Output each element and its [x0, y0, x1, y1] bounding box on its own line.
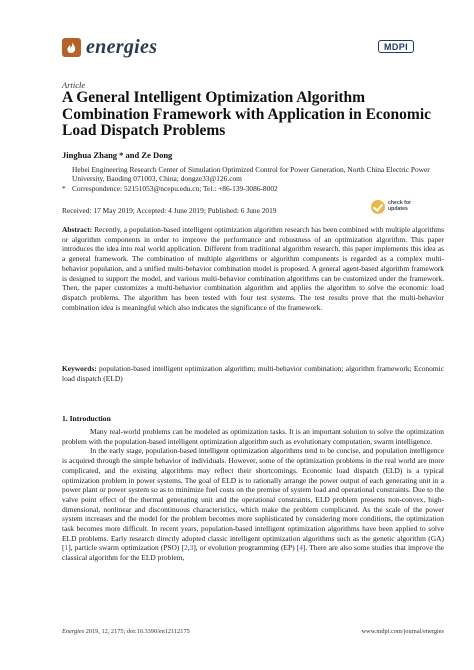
publication-dates: Received: 17 May 2019; Accepted: 4 June 2019; Published: 6 June 2019	[62, 206, 277, 215]
footer-url[interactable]: www.mdpi.com/journal/energies	[361, 628, 444, 635]
journal-name: energies	[86, 36, 158, 58]
affiliation-text: Hebei Engineering Research Center of Simulation Optimized Control for Power Generation, North China Electric Power University, Baoding 071003, China; dongze33@126.com	[72, 165, 430, 184]
citation-link[interactable]: 1	[64, 543, 69, 553]
mdpi-logo	[378, 40, 414, 53]
keywords	[62, 364, 444, 383]
author-list: Jinghua Zhang * and Ze Dong	[62, 150, 173, 160]
abstract	[62, 225, 444, 312]
check-updates-line1: check for	[388, 200, 412, 207]
abstract-label: Abstract:	[62, 225, 93, 234]
keywords-label: Keywords:	[62, 364, 97, 373]
affiliation-1	[62, 165, 442, 184]
abstract-text: Recently, a population-based intelligent optimization algorithm research has been combined with multiple algorithms or algorithm components in order to improve the performance and robustness of an optimization algorithm. This paper introduces the idea into real world application. Different from traditional algorithm research, this paper implements this idea as a general framework. The combination of multiple algorithms or algorithm components is regarded as a complex multi-behavior population, and a unified multi-behavior combination model is proposed. A general agent-based algorithm framework is designed to support the model, and various multi-behavior combination algorithms can be customized under the framework. Then, the paper customizes a multi-behavior combination algorithm and applies the algorithm to solve the economic load dispatch problems. The algorithm has been tested with four test systems. The test results prove that the multi-behavior combination idea is meaningful which also indicates the significance of the framework.	[62, 225, 444, 312]
journal-logo	[62, 36, 157, 59]
introduction-body	[62, 427, 444, 563]
section-heading-introduction: 1. Introduction	[62, 414, 111, 423]
correspondence-text: Correspondence: 52151053@ncepu.edu.cn; Tel.: +86-139-3086-8002	[72, 183, 278, 193]
correspondence-mark: *	[62, 183, 66, 193]
keywords-text: population-based intelligent optimization algorithm; multi-behavior combination; algorithm framework; Economic load dispatch (ELD)	[62, 364, 444, 383]
correspondence	[62, 184, 442, 193]
citation-link[interactable]: 4	[299, 543, 303, 553]
check-for-updates-button[interactable]	[371, 200, 411, 214]
footer-journal: Energies	[62, 628, 85, 635]
check-updates-line2: updates	[388, 206, 408, 212]
footer-citation	[62, 628, 190, 635]
mdpi-badge	[378, 40, 414, 53]
citation-link[interactable]: 2	[184, 543, 188, 553]
citation-link[interactable]: 3	[189, 543, 194, 553]
paper-title: A General Intelligent Optimization Algorithm Combination Framework with Application in Economic Load Dispatch Problems	[62, 89, 432, 140]
affiliations	[62, 165, 442, 193]
article-type: Article	[62, 80, 86, 90]
intro-paragraph-1: Many real-world problems can be modeled as optimization tasks. It is an important solution to solve the optimization problem with the population-based intelligent optimization algorithm such as evolutionary computation, swarm intelligence.	[62, 427, 444, 446]
intro-paragraph-2: In the early stage, population-based intelligent optimization algorithms tend to be concise, and population intelligence is acquired through the simple behavior of individuals. However, some of the optimization problems in the real world are more complicated, and the existing algorithms may reflect their shortcomings. Economic load dispatch (ELD) is a typical optimization problem in power systems. The goal of ELD is to rationally arrange the power output of each generating unit in a power plant or power system so as to minimize fuel costs on the premise of system load and operational constraints. Due to the valve point effect of the thermal generating unit and the operational constraints, ELD problem presents non-convex, high-dimensional, nonlinear and discontinuous characteristics, which make the problem complicated. As the scale of the power system increases and the model for the problem becomes more sophisticated by considering more conditions, the optimization task becomes more difficult. In recent years, population-based intelligent optimization algorithms have been applied to solve ELD problems. Early research directly adopted classic intelligent optimization algorithms such as the genetic algorithm (GA) [1], particle swarm optimization (PSO) [2,3], or evolution programming (EP) [4]. There are also some studies that improve the classical algorithm for the ELD problem,	[62, 446, 444, 563]
publisher-name: MDPI	[383, 41, 409, 52]
check-updates-icon	[371, 200, 385, 214]
footer-doi: 2019, 12, 2175; doi:10.3390/en12112175	[84, 628, 190, 635]
energies-flame-icon	[62, 38, 81, 57]
